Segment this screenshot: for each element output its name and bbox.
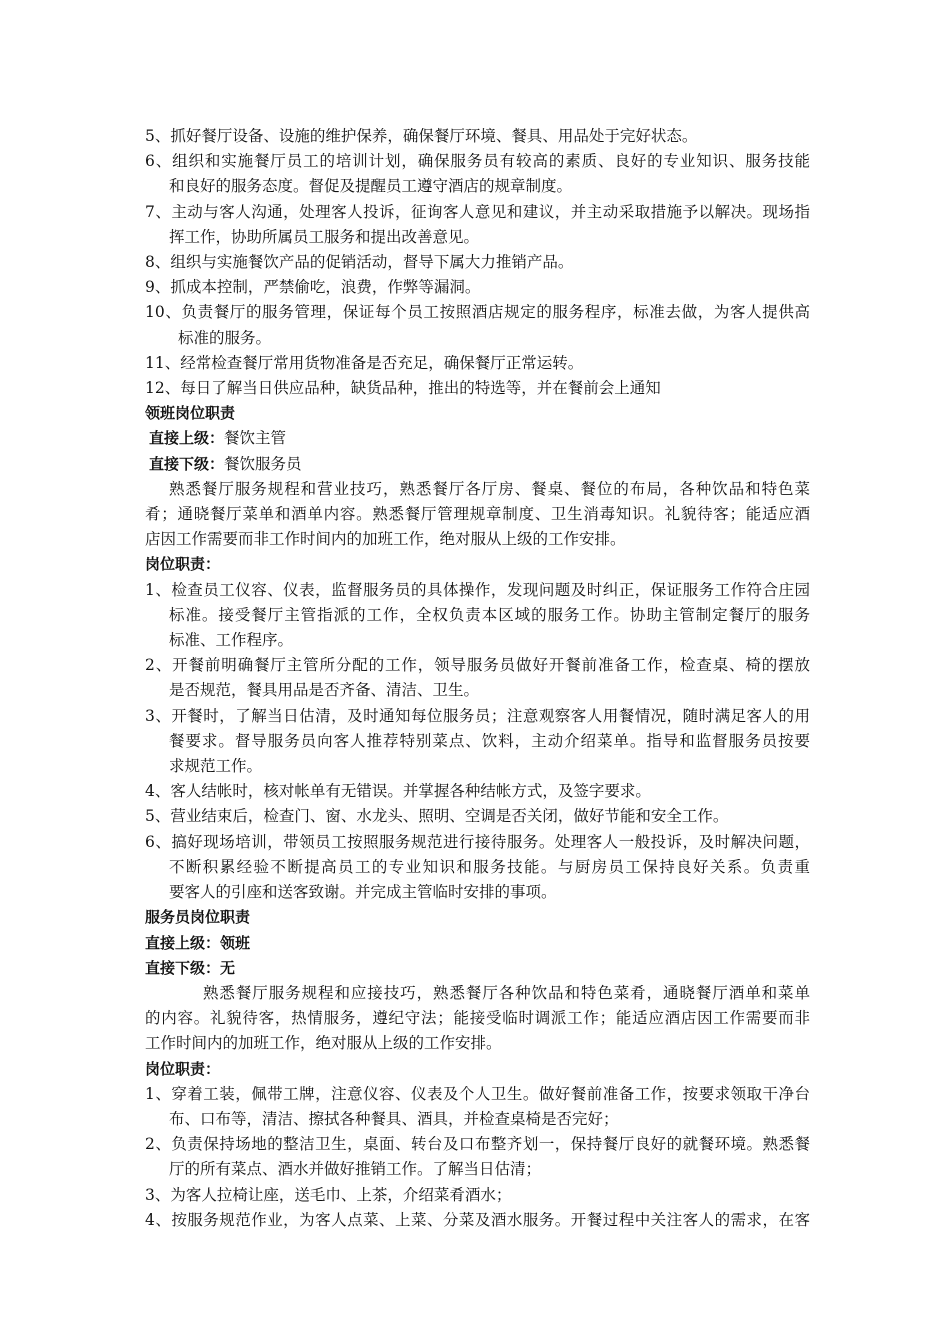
list-item-line: 不断积累经验不断提高员工的专业知识和服务技能。与厨房员工保持良好关系。负责重: [169, 857, 810, 876]
paragraph-line: 店因工作需要而非工作时间内的加班工作，绝对服从上级的工作安排。: [145, 530, 626, 549]
list-item: [145, 351, 810, 376]
list-item: [145, 275, 810, 300]
list-item: [145, 779, 810, 804]
list-item-line: 标准。接受餐厅主管指派的工作，全权负责本区域的服务工作。协助主管制定餐厅的服务: [169, 605, 810, 624]
superior-line: [145, 426, 810, 451]
list-item: [145, 830, 810, 906]
superior-label: 直接上级：: [149, 429, 225, 448]
paragraph-line: 工作时间内的加班工作，绝对服从上级的工作安排。: [145, 1034, 502, 1053]
list-item: [145, 578, 810, 654]
duties-title: 岗位职责：: [145, 555, 221, 574]
list-item-line: 2、负责保持场地的整洁卫生，桌面、转台及口布整齐划一，保持餐厅良好的就餐环境。熟悉餐: [145, 1135, 810, 1154]
list-item: [145, 1082, 810, 1132]
list-item-line: 5、营业结束后，检查门、窗、水龙头、照明、空调是否关闭，做好节能和安全工作。: [145, 807, 729, 826]
document-body: [145, 124, 810, 1233]
list-item: [145, 124, 810, 149]
list-item: [145, 804, 810, 829]
intro-paragraph: [145, 981, 810, 1057]
list-item-line: 布、口布等，清洁、擦拭各种餐具、酒具，并检查桌椅是否完好；: [169, 1109, 619, 1128]
list-item-line: 挥工作，协助所属员工服务和提出改善意见。: [169, 227, 480, 246]
section-title: 领班岗位职责: [145, 404, 236, 423]
list-item: [145, 1208, 810, 1233]
list-item-line: 12、每日了解当日供应品种，缺货品种，推出的特选等，并在餐前会上通知: [145, 379, 661, 398]
superior-line: 直接上级：领班: [145, 933, 251, 952]
list-item-line: 3、为客人拉椅让座，送毛巾、上茶，介绍菜肴酒水；: [145, 1185, 512, 1204]
list-item-line: 6、组织和实施餐厅员工的培训计划，确保服务员有较高的素质、良好的专业知识、服务技能: [145, 152, 810, 171]
list-item-line: 1、穿着工装，佩带工牌，注意仪容、仪表及个人卫生。做好餐前准备工作，按要求领取干净台: [145, 1084, 810, 1103]
list-item-line: 9、抓成本控制，严禁偷吃，浪费，作弊等漏洞。: [145, 278, 481, 297]
captain-section: [145, 401, 810, 905]
manager-duties-list: [145, 124, 810, 401]
list-item-line: 7、主动与客人沟通，处理客人投诉，征询客人意见和建议，并主动采取措施予以解决。现场指: [145, 202, 810, 221]
subordinate-label: 直接下级：: [149, 454, 225, 473]
list-item: [145, 250, 810, 275]
list-item-line: 标准的服务。: [178, 328, 272, 347]
list-item-line: 1、检查员工仪容、仪表，监督服务员的具体操作，发现问题及时纠正，保证服务工作符合庄园: [145, 580, 810, 599]
list-item-line: 是否规范，餐具用品是否齐备、清洁、卫生。: [169, 681, 480, 700]
superior-value: 餐饮主管: [224, 429, 287, 448]
list-item-line: 厅的所有菜点、酒水并做好推销工作。了解当日估清；: [169, 1160, 542, 1179]
paragraph-line: 熟悉餐厅服务规程和营业技巧，熟悉餐厅各厅房、餐桌、餐位的布局，各种饮品和特色菜: [169, 479, 810, 498]
paragraph-line: 熟悉餐厅服务规程和应接技巧，熟悉餐厅各种饮品和特色菜肴，通晓餐厅酒单和菜单: [203, 983, 810, 1002]
list-item-line: 3、开餐时，了解当日估清，及时通知每位服务员；注意观察客人用餐情况，随时满足客人的用: [145, 706, 810, 725]
subordinate-line: [145, 452, 810, 477]
list-item-line: 餐要求。督导服务员向客人推荐特别菜点、饮料，主动介绍菜单。指导和监督服务员按要: [169, 731, 810, 750]
section-title: 服务员岗位职责: [145, 908, 251, 927]
subordinate-line: 直接下级：无: [145, 958, 236, 977]
list-item-line: 5、抓好餐厅设备、设施的维护保养，确保餐厅环境、餐具、用品处于完好状态。: [145, 127, 698, 145]
list-item: [145, 149, 810, 199]
list-item-line: 10、负责餐厅的服务管理，保证每个员工按照酒店规定的服务程序，标准去做，为客人提供高: [145, 303, 810, 322]
subordinate-value: 餐饮服务员: [224, 454, 302, 473]
duties-title: 岗位职责：: [145, 1059, 221, 1078]
list-item-line: 4、按服务规范作业，为客人点菜、上菜、分菜及酒水服务。开餐过程中关注客人的需求，在客: [145, 1210, 810, 1229]
waiter-section: [145, 905, 810, 1233]
list-item-line: 2、开餐前明确餐厅主管所分配的工作，领导服务员做好开餐前准备工作，检查桌、椅的摆放: [145, 656, 810, 675]
list-item: [145, 300, 810, 350]
list-item: [145, 200, 810, 250]
list-item-line: 4、客人结帐时，核对帐单有无错误。并掌握各种结帐方式，及签字要求。: [145, 782, 651, 801]
waiter-duties-list: [145, 1082, 810, 1233]
list-item: [145, 704, 810, 780]
list-item-line: 6、搞好现场培训，带领员工按照服务规范进行接待服务。处理客人一般投诉，及时解决问题，: [145, 832, 810, 851]
list-item-line: 11、经常检查餐厅常用货物准备是否充足，确保餐厅正常运转。: [145, 353, 584, 372]
list-item-line: 求规范工作。: [169, 757, 263, 776]
list-item-line: 8、组织与实施餐饮产品的促销活动，督导下属大力推销产品。: [145, 253, 574, 272]
intro-paragraph: [145, 477, 810, 553]
list-item: [145, 653, 810, 703]
captain-duties-list: [145, 578, 810, 906]
list-item-line: 和良好的服务态度。督促及提醒员工遵守酒店的规章制度。: [169, 177, 573, 196]
list-item-line: 标准、工作程序。: [169, 631, 294, 650]
list-item: [145, 376, 810, 401]
list-item-line: 要客人的引座和送客致谢。并完成主管临时安排的事项。: [169, 883, 557, 902]
paragraph-line: 肴；通晓餐厅菜单和酒单内容。熟悉餐厅管理规章制度、卫生消毒知识。礼貌待客；能适应酒: [145, 505, 810, 524]
list-item: [145, 1132, 810, 1182]
list-item: [145, 1183, 810, 1208]
paragraph-line: 的内容。礼貌待客，热情服务，遵纪守法；能接受临时调派工作；能适应酒店因工作需要而非: [145, 1009, 810, 1028]
